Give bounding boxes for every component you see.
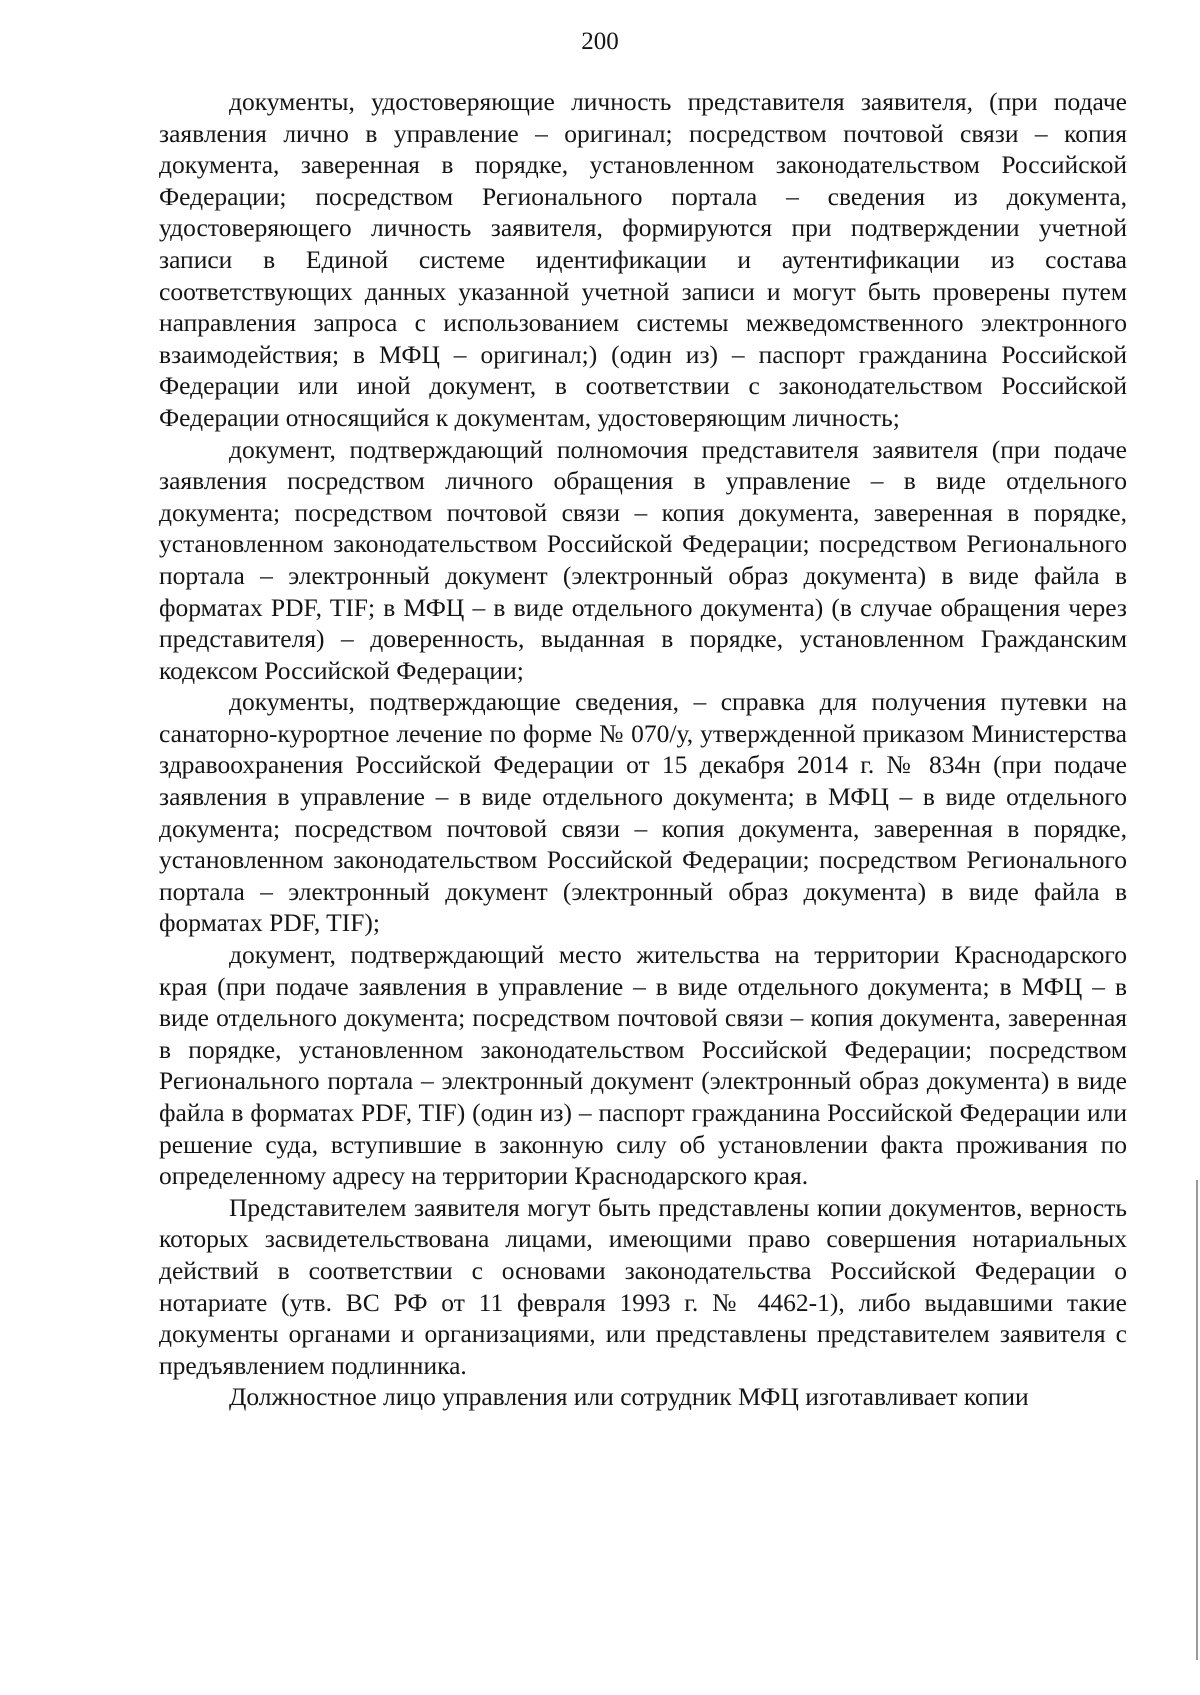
page-number: 200 — [581, 28, 619, 55]
body-text — [159, 86, 1127, 1413]
paragraph-residence-document: документ, подтверждающий место жительства на территории Краснодарского края (при подаче заявления в управление – в виде отдельного документа; в МФЦ – в виде отдельного документа; посредством почтовой связи – копия документа, заверенная в порядке, установленном законодательством Российской Федерации; посредством Регионального портала – электронный документ (электронный образ документа) в виде файла в форматах PDF, TIF) (один из) – паспорт гражданина Российской Федерации или решение суда, вступившие в законную силу об установлении факта проживания по определенному адресу на территории Краснодарского края. — [159, 940, 1127, 1191]
paragraph-representative-authority-document: документ, подтверждающий полномочия представителя заявителя (при подаче заявления посредством личного обращения в управление – в виде отдельного документа; посредством почтовой связи – копия документа, заверенная в порядке, установленном законодательством Российской Федерации; посредством Регионального портала – электронный документ (электронный образ документа) в виде файла в форматах PDF, TIF; в МФЦ – в виде отдельного документа) (в случае обращения через представителя) – доверенность, выданная в порядке, установленном Гражданским кодексом Российской Федерации; — [159, 434, 1127, 685]
paragraph-certified-copies: Представителем заявителя могут быть представлены копии документов, верность которых засвидетельствована лицами, имеющими право совершения нотариальных действий в соответствии с основами законодательства Российской Федерации о нотариате (утв. ВС РФ от 11 февраля 1993 г. № 4462-1), либо выдавшими такие документы органами и организациями, или представлены представителем заявителя с предъявлением подлинника. — [159, 1192, 1127, 1380]
scan-edge-line — [1196, 1180, 1198, 1660]
paragraph-medical-certificate-documents: документы, подтверждающие сведения, – справка для получения путевки на санаторно-курортное лечение по форме № 070/у, утвержденной приказом Министерства здравоохранения Российской Федерации от 15 декабря 2014 г. № 834н (при подаче заявления в управление – в виде отдельного документа; в МФЦ – в виде отдельного документа; посредством почтовой связи – копия документа, заверенная в порядке, установленном законодательством Российской Федерации; посредством Регионального портала – электронный документ (электронный образ документа) в виде файла в форматах PDF, TIF); — [159, 687, 1127, 938]
paragraph-official-makes-copies: Должностное лицо управления или сотрудник МФЦ изготавливает копии — [229, 1382, 1029, 1412]
paragraph-representative-identity-documents: документы, удостоверяющие личность представителя заявителя, (при подаче заявления лично в управление – оригинал; посредством почтовой связи – копия документа, заверенная в порядке, установленном законодательством Российской Федерации; посредством Регионального портала – сведения из документа, удостоверяющего личность заявителя, формируются при подтверждении учетной записи в Единой системе идентификации и аутентификации из состава соответствующих данных указанной учетной записи и могут быть проверены путем направления запроса с использованием системы межведомственного электронного взаимодействия; в МФЦ – оригинал;) (один из) – паспорт гражданина Российской Федерации или иной документ, в соответствии с законодательством Российской Федерации относящийся к документам, удостоверяющим личность; — [159, 87, 1127, 432]
